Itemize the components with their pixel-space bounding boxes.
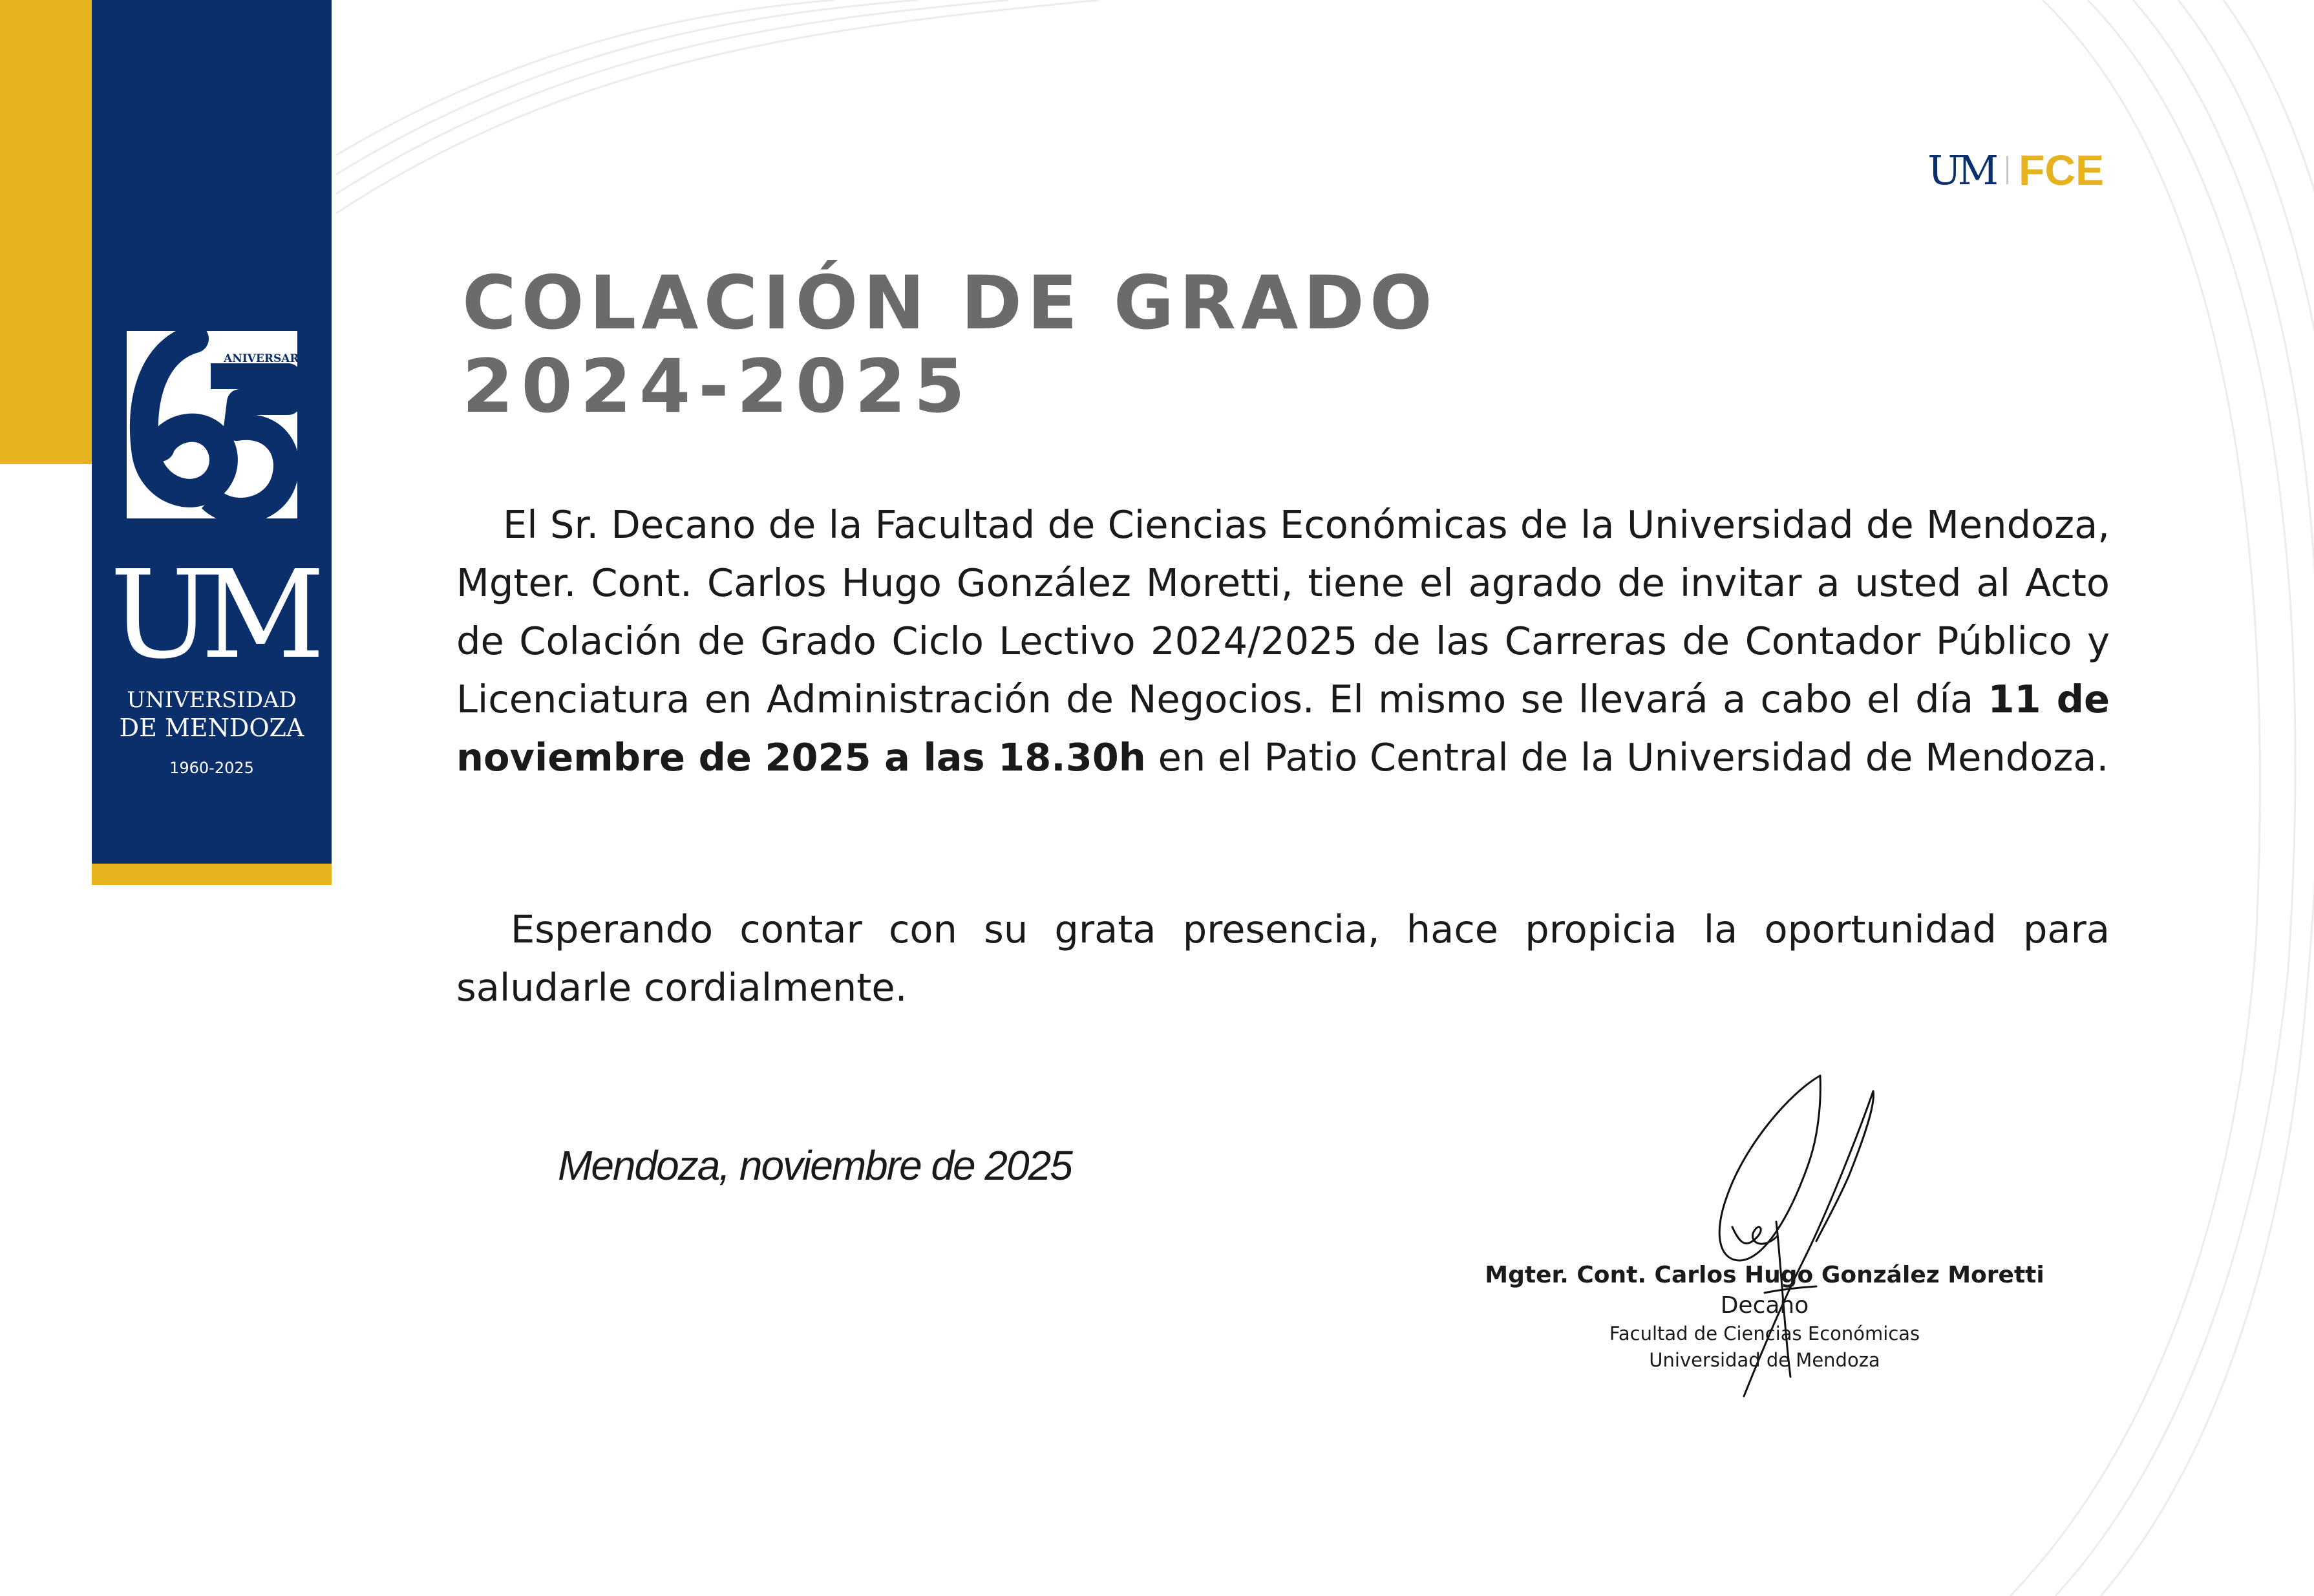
emblem-label: ANIVERSARIO bbox=[224, 352, 314, 365]
signatory-university: Universidad de Mendoza bbox=[1649, 1349, 1880, 1371]
document-title: COLACIÓN DE GRADO bbox=[462, 260, 1438, 346]
gold-band-footer bbox=[92, 864, 332, 885]
um-fce-logo bbox=[1927, 147, 2104, 193]
signatory-role: Decano bbox=[1720, 1292, 1809, 1319]
closing-paragraph: Esperando contar con su grata presencia, hace propicia la oportunidad para saludarle cordialmente. bbox=[456, 907, 2110, 1010]
invitation-text-end: en el Patio Central de la Universidad de Mendoza. bbox=[1145, 735, 2109, 780]
document-title-year: 2024-2025 bbox=[462, 343, 973, 429]
university-name-line1: UNIVERSIDAD bbox=[127, 687, 297, 713]
event-date-time: 11 de noviembre de 2025 a las 18.30h bbox=[456, 677, 2110, 780]
invitation-paragraph bbox=[456, 496, 2110, 787]
logo-separator bbox=[2006, 156, 2008, 184]
place-and-date: Mendoza, noviembre de 2025 bbox=[558, 1142, 1072, 1189]
invitation-text-start: El Sr. Decano de la Facultad de Ciencias Económicas de la Universidad de Mendoza, Mgter. Cont. Carlos Hugo González Moretti, tiene el agrado de invitar a usted al Acto de Colación de Grado Ciclo Lectivo 2024/2025 de las Carreras de Contador Público y Licenciatura en Administración de Negocios. El mismo se llevará a cabo el día bbox=[456, 502, 2110, 721]
anniversary-years: 1960-2025 bbox=[169, 759, 254, 777]
signatory-faculty: Facultad de Ciencias Económicas bbox=[1609, 1323, 1920, 1345]
signatory-name: Mgter. Cont. Carlos Hugo González Moretti bbox=[1485, 1262, 2044, 1288]
university-name-line2: DE MENDOZA bbox=[119, 714, 304, 742]
um-logo-initials: UM bbox=[110, 544, 313, 686]
gold-side-strip bbox=[0, 0, 92, 464]
fce-logo-text: FCE bbox=[2019, 146, 2104, 194]
um-logo-text: UM bbox=[1927, 146, 1995, 194]
anniversary-65-emblem-icon bbox=[127, 331, 314, 518]
